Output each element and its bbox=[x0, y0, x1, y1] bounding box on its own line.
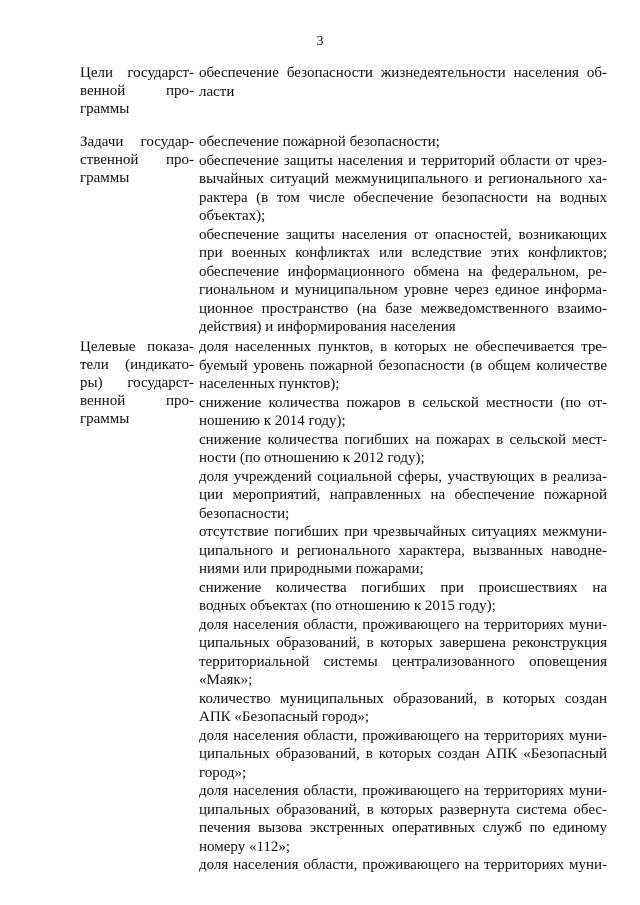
label-line: ры) государст- bbox=[80, 375, 194, 391]
content-line: обеспечение информационного обмена на федеральном, ре- bbox=[199, 263, 607, 280]
content-line: ципальных образований, в которых развернута система обес- bbox=[199, 801, 607, 818]
content-line: вычайных ситуаций межмуниципального и регионального ха- bbox=[199, 171, 607, 187]
content-line: при военных конфликтах или вследствие этих конфликтов; bbox=[199, 245, 607, 261]
content-line: снижение количества погибших на пожарах в сельской мест- bbox=[199, 431, 607, 448]
content-line: ционное пространство (на базе межведомственного взаимо- bbox=[199, 300, 607, 317]
content-line: водных объектах (по отношению к 2015 году); bbox=[199, 598, 496, 614]
content-line: обеспечение защиты населения от опасностей, возникающих bbox=[199, 226, 607, 243]
content-line: ципальных образований, в которых завершена реконструкция bbox=[199, 635, 607, 651]
content-line: количество муниципальных образований, в которых создан bbox=[199, 690, 607, 707]
content-line: ципального и регионального характера, вызванных наводне- bbox=[199, 542, 607, 559]
content-line: доля населения области, проживающего на территориях муни- bbox=[199, 616, 607, 633]
content-line: снижение количества погибших при происшествиях на bbox=[199, 579, 607, 596]
content-line: обеспечение безопасности жизнедеятельности населения об- bbox=[199, 65, 607, 81]
content-line: доля населения области, проживающего на территориях муни- bbox=[199, 727, 607, 744]
label-line: венной про- bbox=[80, 83, 194, 99]
content-line: населенных пунктов); bbox=[199, 376, 340, 392]
section-content bbox=[199, 338, 607, 875]
section-label bbox=[80, 64, 194, 118]
label-line: граммы bbox=[80, 170, 130, 186]
content-line: обеспечение пожарной безопасности; bbox=[199, 134, 440, 150]
content-line: номеру «112»; bbox=[199, 838, 291, 855]
content-line: рактера (в том числе обеспечение безопасности на водных bbox=[199, 189, 607, 206]
content-line: АПК «Безопасный город»; bbox=[199, 709, 370, 725]
content-line: доля учреждений социальной сферы, участвующих в реализа- bbox=[199, 468, 607, 485]
content-line: печения вызова экстренных оперативных служб по единому bbox=[199, 820, 607, 836]
content-line: доля населения области, проживающего на территориях муни- bbox=[199, 857, 607, 873]
content-line: территориальной системы централизованного оповещения bbox=[199, 653, 607, 670]
label-line: Целевые показа- bbox=[80, 339, 194, 355]
content-line: снижение количества пожаров в сельской местности (по от- bbox=[199, 394, 607, 411]
content-line: безопасности; bbox=[199, 505, 290, 522]
section-label bbox=[80, 133, 194, 187]
content-line: ции мероприятий, направленных на обеспечение пожарной bbox=[199, 487, 607, 503]
page-number: 3 bbox=[316, 34, 324, 49]
label-line: Цели государст- bbox=[80, 65, 194, 81]
section-content bbox=[199, 64, 607, 101]
label-line: Задачи государ- bbox=[80, 134, 194, 150]
content-line: доля населения области, проживающего на территориях муни- bbox=[199, 783, 607, 799]
label-line: венной про- bbox=[80, 393, 194, 409]
content-line: город»; bbox=[199, 764, 247, 781]
content-line: обеспечение защиты населения и территорий области от чрез- bbox=[199, 152, 607, 169]
content-line: доля населенных пунктов, в которых не обеспечивается тре- bbox=[199, 339, 607, 355]
content-line: отсутствие погибших при чрезвычайных ситуациях межмуни- bbox=[199, 524, 607, 540]
content-line: ципальных образований, в которых создан АПК «Безопасный bbox=[199, 746, 607, 762]
label-line: граммы bbox=[80, 411, 130, 427]
section-content bbox=[199, 133, 607, 337]
label-line: граммы bbox=[80, 101, 130, 117]
content-line: ласти bbox=[199, 83, 235, 100]
label-line: тели (индикато- bbox=[80, 357, 194, 373]
content-line: объектах); bbox=[199, 208, 266, 224]
content-line: ности (по отношению к 2012 году); bbox=[199, 450, 425, 466]
content-line: «Маяк»; bbox=[199, 672, 253, 688]
content-line: ниями или природными пожарами; bbox=[199, 561, 424, 577]
label-line: ственной про- bbox=[80, 152, 194, 168]
content-line: ношению к 2014 году); bbox=[199, 413, 346, 429]
content-line: гиональном и муниципальном уровне через единое информа- bbox=[199, 282, 607, 298]
content-line: буемый уровень пожарной безопасности (в общем количестве bbox=[199, 357, 607, 374]
section-label bbox=[80, 338, 194, 428]
content-line: действия) и информирования населения bbox=[199, 319, 456, 335]
